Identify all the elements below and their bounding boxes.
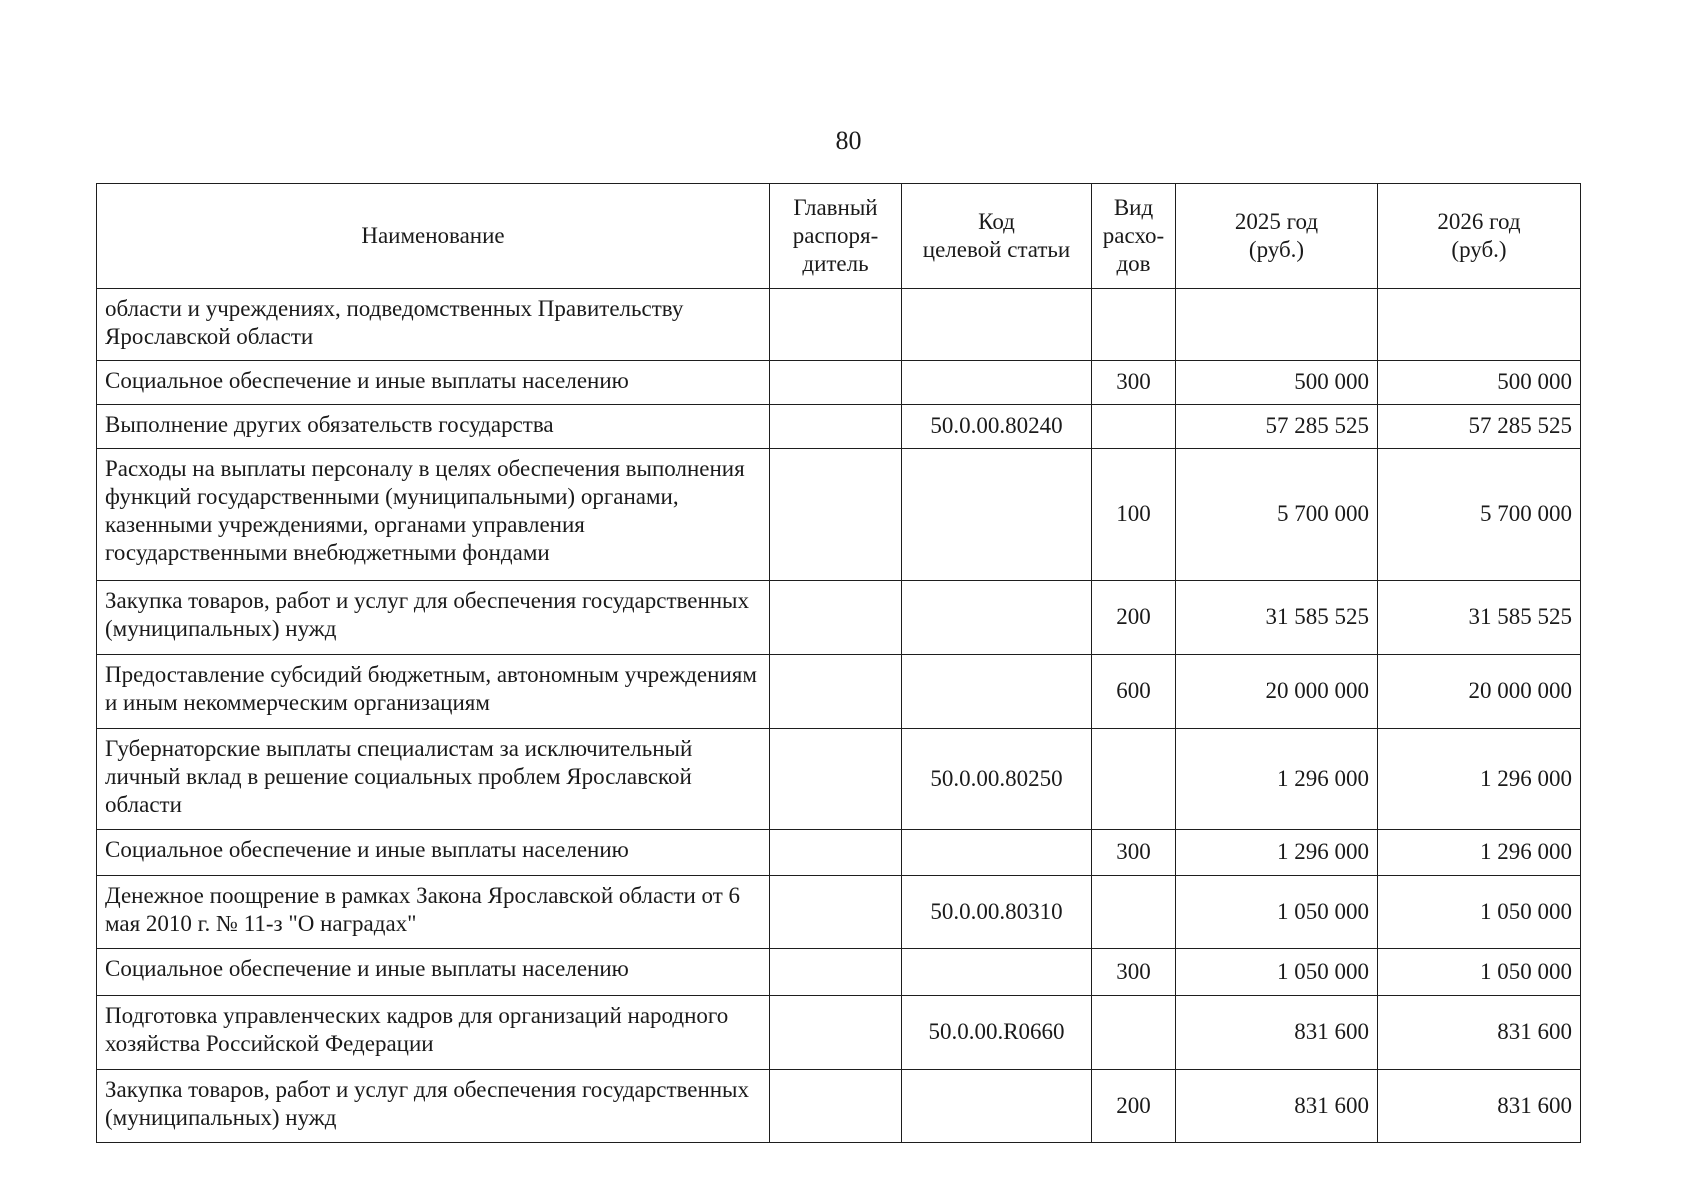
row-code: 50.0.00.80250	[902, 729, 1092, 830]
table-row	[97, 1070, 1581, 1143]
row-type: 100	[1092, 449, 1176, 581]
row-manager	[770, 405, 902, 449]
row-2026: 5 700 000	[1378, 449, 1581, 581]
row-2026: 500 000	[1378, 361, 1581, 405]
row-2026: 1 296 000	[1378, 830, 1581, 876]
table-row	[97, 876, 1581, 949]
table-header-row	[97, 184, 1581, 289]
row-type: 300	[1092, 361, 1176, 405]
row-2025: 1 050 000	[1176, 949, 1378, 996]
row-type	[1092, 289, 1176, 361]
header-name: Наименование	[97, 184, 770, 289]
row-name: Предоставление субсидий бюджетным, автономным учреждениям и иным некоммерческим организациям	[97, 655, 770, 729]
table-row	[97, 449, 1581, 581]
header-code: Код целевой статьи	[902, 184, 1092, 289]
row-name: Закупка товаров, работ и услуг для обеспечения государственных (муниципальных) нужд	[97, 1070, 770, 1143]
row-code	[902, 830, 1092, 876]
row-type	[1092, 729, 1176, 830]
row-name: Социальное обеспечение и иные выплаты населению	[97, 949, 770, 996]
row-name: области и учреждениях, подведомственных Правительству Ярославской области	[97, 289, 770, 361]
row-type	[1092, 876, 1176, 949]
header-2025: 2025 год (руб.)	[1176, 184, 1378, 289]
table-row	[97, 361, 1581, 405]
row-2025: 831 600	[1176, 1070, 1378, 1143]
header-2026: 2026 год (руб.)	[1378, 184, 1581, 289]
row-2025: 500 000	[1176, 361, 1378, 405]
row-code	[902, 1070, 1092, 1143]
row-code	[902, 289, 1092, 361]
row-type: 300	[1092, 830, 1176, 876]
row-manager	[770, 361, 902, 405]
row-2025: 5 700 000	[1176, 449, 1378, 581]
row-code: 50.0.00.80240	[902, 405, 1092, 449]
header-type: Вид расхо- дов	[1092, 184, 1176, 289]
row-name: Денежное поощрение в рамках Закона Ярославской области от 6 мая 2010 г. № 11-з "О наградах"	[97, 876, 770, 949]
row-2026: 1 296 000	[1378, 729, 1581, 830]
row-name: Закупка товаров, работ и услуг для обеспечения государственных (муниципальных) нужд	[97, 581, 770, 655]
row-name: Социальное обеспечение и иные выплаты населению	[97, 361, 770, 405]
row-code: 50.0.00.80310	[902, 876, 1092, 949]
row-2025: 1 296 000	[1176, 729, 1378, 830]
row-type	[1092, 405, 1176, 449]
table-row	[97, 830, 1581, 876]
row-type: 600	[1092, 655, 1176, 729]
row-manager	[770, 581, 902, 655]
row-type: 200	[1092, 581, 1176, 655]
row-type: 300	[1092, 949, 1176, 996]
row-name: Социальное обеспечение и иные выплаты населению	[97, 830, 770, 876]
row-2025: 831 600	[1176, 996, 1378, 1070]
row-2026: 20 000 000	[1378, 655, 1581, 729]
table-row	[97, 996, 1581, 1070]
row-2025: 20 000 000	[1176, 655, 1378, 729]
row-2025	[1176, 289, 1378, 361]
page-number: 80	[835, 126, 862, 155]
row-2026: 57 285 525	[1378, 405, 1581, 449]
row-2025: 57 285 525	[1176, 405, 1378, 449]
table-row	[97, 289, 1581, 361]
table-row	[97, 655, 1581, 729]
row-2026: 831 600	[1378, 996, 1581, 1070]
row-manager	[770, 1070, 902, 1143]
row-manager	[770, 830, 902, 876]
table-row	[97, 405, 1581, 449]
row-code	[902, 361, 1092, 405]
row-2025: 1 050 000	[1176, 876, 1378, 949]
row-2025: 1 296 000	[1176, 830, 1378, 876]
row-manager	[770, 289, 902, 361]
row-code	[902, 655, 1092, 729]
row-code	[902, 581, 1092, 655]
row-code	[902, 449, 1092, 581]
row-manager	[770, 996, 902, 1070]
row-manager	[770, 729, 902, 830]
table-row	[97, 729, 1581, 830]
row-manager	[770, 876, 902, 949]
table-row	[97, 949, 1581, 996]
row-type: 200	[1092, 1070, 1176, 1143]
row-name: Губернаторские выплаты специалистам за исключительный личный вклад в решение социальных проблем Ярославской области	[97, 729, 770, 830]
row-manager	[770, 655, 902, 729]
row-2026: 831 600	[1378, 1070, 1581, 1143]
budget-table	[96, 183, 1581, 1143]
row-name: Расходы на выплаты персоналу в целях обеспечения выполнения функций государственными (муниципальными) органами, казенными учреждениями, органами управления государственными внебюджетными фондами	[97, 449, 770, 581]
header-manager: Главный распоря- дитель	[770, 184, 902, 289]
row-2026: 31 585 525	[1378, 581, 1581, 655]
row-name: Выполнение других обязательств государства	[97, 405, 770, 449]
row-2026	[1378, 289, 1581, 361]
row-name: Подготовка управленческих кадров для организаций народного хозяйства Российской Федерации	[97, 996, 770, 1070]
row-manager	[770, 449, 902, 581]
row-2026: 1 050 000	[1378, 949, 1581, 996]
row-code	[902, 949, 1092, 996]
row-2025: 31 585 525	[1176, 581, 1378, 655]
table-row	[97, 581, 1581, 655]
row-manager	[770, 949, 902, 996]
row-type	[1092, 996, 1176, 1070]
row-code: 50.0.00.R0660	[902, 996, 1092, 1070]
row-2026: 1 050 000	[1378, 876, 1581, 949]
